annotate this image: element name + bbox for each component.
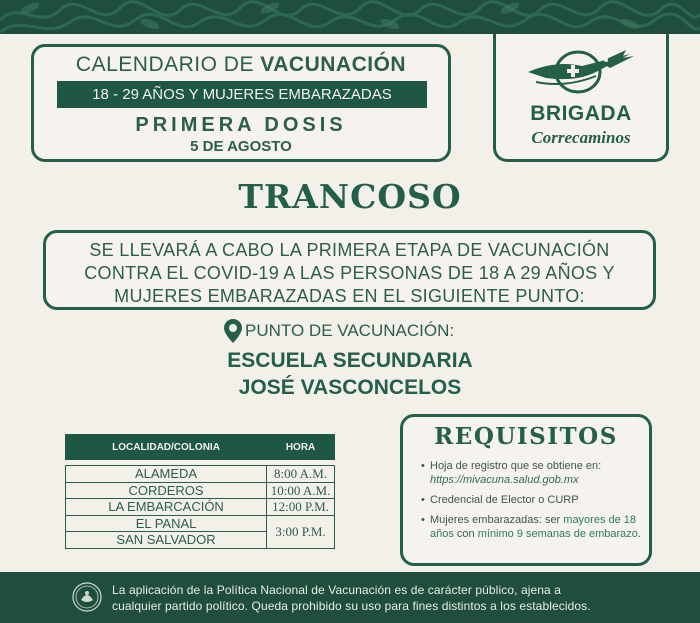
date-label: 5 DE AGOSTO <box>190 138 292 155</box>
requirement-item <box>421 459 649 487</box>
requirements-title: REQUISITOS <box>434 423 618 450</box>
announcement-line-2: CONTRA EL COVID-19 A LAS PERSONAS DE 18 A 29 AÑOS Y <box>84 263 615 283</box>
locality-cell: CORDEROS <box>66 482 267 499</box>
table-row <box>66 466 335 483</box>
footer-line-1: La aplicación de la Política Nacional de Vacunación es de carácter público, ajena a <box>112 583 562 597</box>
time-cell: 12:00 P.M. <box>267 499 335 516</box>
requirement-item <box>421 493 649 507</box>
requirement-item <box>421 513 649 541</box>
roadrunner-cross-logo <box>526 42 636 100</box>
requirements-box <box>400 414 652 566</box>
locality-cell: ALAMEDA <box>66 466 267 483</box>
dose-label: PRIMERA DOSIS <box>135 114 347 136</box>
requirement-text: con <box>453 528 478 540</box>
vaccination-point-label <box>224 318 454 344</box>
location-pin-icon <box>224 319 242 343</box>
leaf-pattern <box>0 0 700 34</box>
time-cell: 8:00 A.M. <box>267 466 335 483</box>
requirement-text: Mujeres embarazadas: ser <box>430 514 564 526</box>
venue-name-line-1: ESCUELA SECUNDARIA <box>227 349 473 372</box>
footer-legal-text <box>112 582 682 614</box>
calendar-title <box>34 53 448 77</box>
footer-line-2: cualquier partido político. Queda prohibido su uso para fines distintos a los establecidos. <box>112 599 591 613</box>
schedule-table <box>65 434 335 549</box>
announcement-text <box>46 239 653 308</box>
announcement-line-3: MUJERES EMBARAZADAS EN EL SIGUIENTE PUNTO: <box>114 286 585 306</box>
age-group-band: 18 - 29 AÑOS Y MUJERES EMBARAZADAS <box>57 81 427 108</box>
calendar-title-prefix: CALENDARIO DE <box>75 53 261 76</box>
table-row <box>66 482 335 499</box>
announcement-box <box>43 230 656 310</box>
mexico-seal-icon <box>72 582 102 612</box>
registration-link[interactable]: https://mivacuna.salud.gob.mx <box>430 474 579 486</box>
requirement-text: Hoja de registro que se obtiene en: <box>430 460 602 472</box>
time-cell: 3:00 P.M. <box>267 515 335 548</box>
locality-cell: SAN SALVADOR <box>66 532 267 549</box>
brigada-brand-box <box>493 34 669 162</box>
schedule-header-row <box>66 435 335 460</box>
announcement-line-1: SE LLEVARÁ A CABO LA PRIMERA ETAPA DE VACUNACIÓN <box>89 240 610 260</box>
calendar-title-bold: VACUNACIÓN <box>260 53 407 76</box>
header-time: HORA <box>267 435 335 460</box>
locality-cell: EL PANAL <box>66 515 267 532</box>
requirements-list <box>421 459 649 547</box>
footer-band <box>0 572 700 623</box>
locality-cell: LA EMBARCACIÓN <box>66 499 267 516</box>
time-cell: 10:00 A.M. <box>267 482 335 499</box>
venue-name-line-2: JOSÉ VASCONCELOS <box>238 376 462 399</box>
city-title: TRANCOSO <box>238 177 462 216</box>
brand-subtitle: Correcaminos <box>531 128 631 147</box>
brand-name: BRIGADA <box>530 102 632 125</box>
vaccination-calendar-box <box>31 44 451 162</box>
vaccination-point-text: PUNTO DE VACUNACIÓN: <box>245 321 455 340</box>
header-locality: LOCALIDAD/COLONIA <box>66 435 267 460</box>
table-row <box>66 515 335 532</box>
requirement-highlight: mínimo 9 semanas de embarazo. <box>477 528 641 540</box>
requirement-text: Credencial de Elector o CURP <box>430 494 579 506</box>
decorative-top-band <box>0 0 700 34</box>
requirement-highlight: mayores de 18 años <box>430 514 637 540</box>
table-row <box>66 499 335 516</box>
